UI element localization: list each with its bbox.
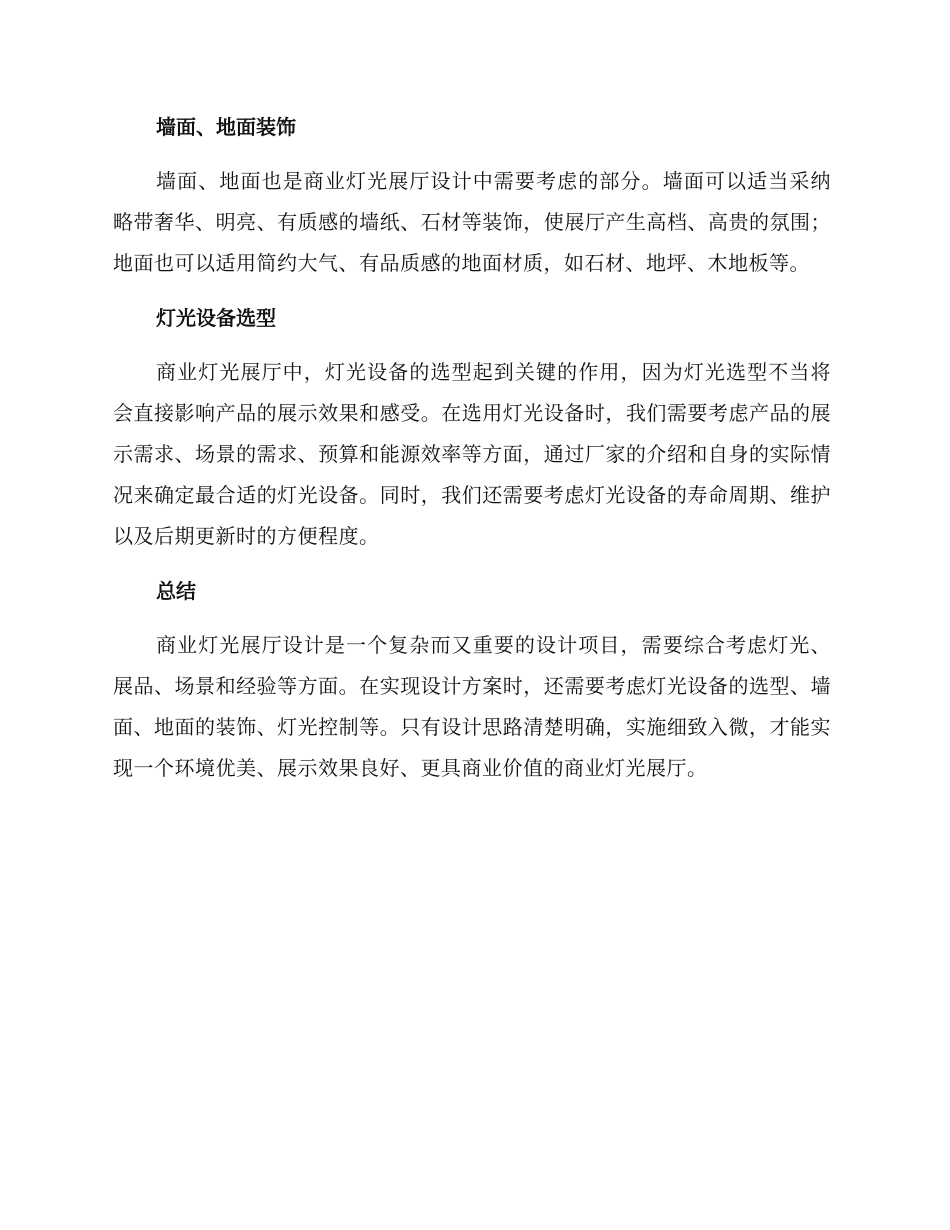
section-heading: 总结: [156, 579, 196, 603]
section-paragraph: 商业灯光展厅中，灯光设备的选型起到关键的作用，因为灯光选型不当将会直接影响产品的展示效果和感受。在选用灯光设备时，我们需要考虑产品的展示需求、场景的需求、预算和能源效率等方面，通过厂家的介绍和自身的实际情况来确定最合适的灯光设备。同时，我们还需要考虑灯光设备的寿命周期、维护以及后期更新时的方便程度。: [113, 360, 831, 548]
section-heading: 墙面、地面装饰: [156, 115, 296, 139]
section-paragraph: 墙面、地面也是商业灯光展厅设计中需要考虑的部分。墙面可以适当采纳略带奢华、明亮、有质感的墙纸、石材等装饰，使展厅产生高档、高贵的氛围；地面也可以适用简约大气、有品质感的地面材质，如石材、地坪、木地板等。: [113, 169, 831, 275]
section-heading: 灯光设备选型: [156, 306, 276, 330]
section-summary: [113, 571, 831, 789]
section-wall-floor-decoration: [113, 107, 831, 284]
section-paragraph: 商业灯光展厅设计是一个复杂而又重要的设计项目，需要综合考虑灯光、展品、场景和经验等方面。在实现设计方案时，还需要考虑灯光设备的选型、墙面、地面的装饰、灯光控制等。只有设计思路清楚明确，实施细致入微，才能实现一个环境优美、展示效果良好、更具商业价值的商业灯光展厅。: [113, 633, 831, 780]
section-lighting-equipment-selection: [113, 298, 831, 557]
document-content: [113, 107, 831, 803]
